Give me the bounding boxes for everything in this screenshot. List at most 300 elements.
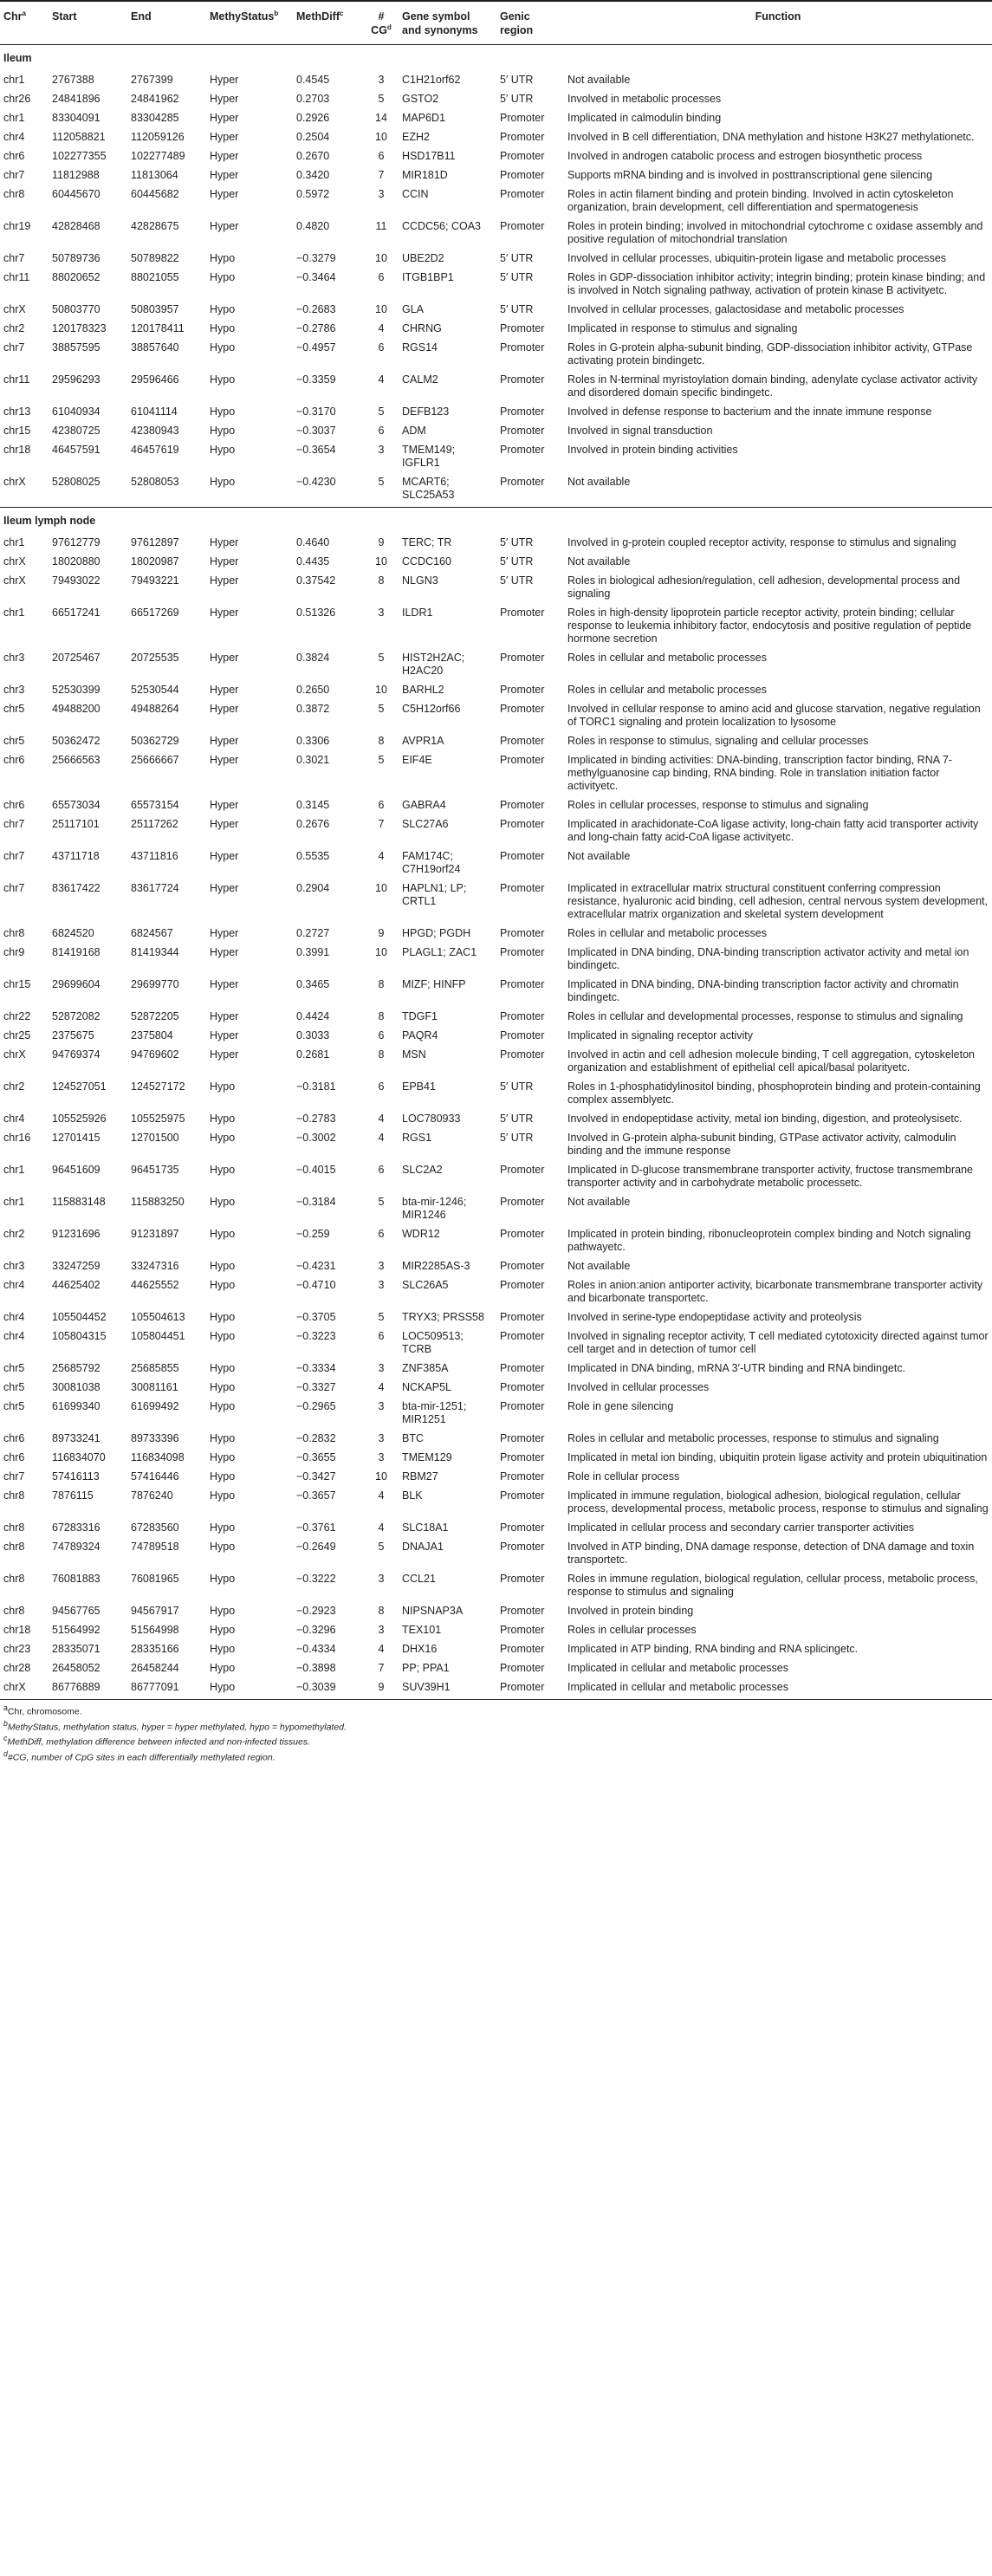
cell-region: Promoter: [500, 169, 545, 181]
cell-methdiff: −0.2832: [296, 1432, 336, 1444]
cell-chr: chr4: [3, 1279, 25, 1291]
cell-region: 5′ UTR: [500, 93, 534, 105]
cell-function: Implicated in D-glucose transmembrane transporter activity, fructose transmembrane transporter activity and in carbohydrate metabolic processetc.: [567, 1164, 974, 1189]
cell-chr: chr6: [3, 754, 25, 766]
section-row: [0, 45, 992, 74]
cell-status: Hyper: [210, 684, 239, 696]
cell-methdiff: 0.5535: [296, 850, 330, 862]
cell-end: 50803957: [131, 303, 179, 315]
table-row: [0, 1028, 992, 1048]
cell-function: Roles in cellular and metabolic processes, response to stimulus and signaling: [567, 1432, 939, 1444]
cell-gene: CALM2: [402, 373, 438, 386]
cell-chr: chr25: [3, 1029, 31, 1041]
cell-start: 83304091: [52, 112, 100, 124]
cell-start: 83617422: [52, 882, 100, 894]
cell-chr: chr26: [3, 93, 31, 105]
cell-function: Roles in response to stimulus, signaling and cellular processes: [567, 735, 869, 747]
cell-status: Hypo: [210, 1330, 236, 1342]
cell-gene: GSTO2: [402, 93, 439, 105]
cell-function: Involved in protein binding activities: [567, 444, 738, 456]
cell-methdiff: −0.3037: [296, 425, 336, 437]
cell-methdiff: −0.4334: [296, 1643, 336, 1655]
cell-end: 115883250: [131, 1196, 185, 1208]
cell-cg: 5: [378, 754, 385, 766]
cell-gene: PP; PPA1: [402, 1662, 450, 1674]
cell-end: 11813064: [131, 169, 178, 181]
cell-function: Involved in ATP binding, DNA damage response, detection of DNA damage and toxin transportetc.: [567, 1541, 975, 1566]
cell-function: Roles in G-protein alpha-subunit binding, GDP-dissociation inhibitor activity, GTPase activating protein bindingetc.: [567, 341, 973, 367]
cell-gene: CCL21: [402, 1573, 436, 1585]
cell-cg: 3: [378, 1573, 385, 1585]
cell-status: Hypo: [210, 406, 236, 418]
cell-chr: chrX: [3, 1048, 26, 1061]
cell-start: 42380725: [52, 425, 100, 437]
cell-end: 38857640: [131, 341, 179, 354]
cell-start: 50803770: [52, 303, 100, 315]
cell-end: 105504613: [131, 1311, 185, 1323]
cell-cg: 8: [378, 1605, 385, 1617]
cell-methdiff: 0.2703: [296, 93, 330, 105]
cell-status: Hypo: [210, 1362, 236, 1374]
cell-function: Involved in g-protein coupled receptor activity, response to stimulus and signaling: [567, 536, 956, 548]
cell-gene: AVPR1A: [402, 735, 444, 747]
cell-status: Hyper: [210, 536, 239, 548]
cell-start: 86776889: [52, 1681, 100, 1693]
cell-cg: 7: [378, 1662, 385, 1674]
cell-status: Hyper: [210, 799, 239, 811]
cell-status: Hypo: [210, 1279, 236, 1291]
table-row: [0, 535, 992, 555]
cell-chr: chr7: [3, 850, 25, 862]
cell-region: 5′ UTR: [500, 574, 534, 587]
cell-methdiff: 0.37542: [296, 574, 336, 587]
cell-function: Implicated in cellular and metabolic processes: [567, 1681, 788, 1693]
cell-function: Role in gene silencing: [567, 1400, 674, 1412]
cell-start: 29596293: [52, 373, 100, 386]
cell-cg: 3: [378, 607, 385, 619]
cell-status: Hyper: [210, 574, 239, 587]
cell-methdiff: 0.4820: [296, 220, 330, 232]
cell-status: Hypo: [210, 1164, 236, 1176]
table-row: [0, 405, 992, 424]
cell-status: Hypo: [210, 1541, 236, 1553]
cell-chr: chr3: [3, 652, 25, 664]
table-row: [0, 817, 992, 849]
cell-end: 97612897: [131, 536, 179, 548]
cell-methdiff: −0.3296: [296, 1624, 336, 1636]
table-row: [0, 424, 992, 443]
cell-status: Hypo: [210, 1605, 236, 1617]
table-row: [0, 341, 992, 373]
cell-region: Promoter: [500, 703, 545, 715]
cell-status: Hyper: [210, 555, 239, 568]
cell-chr: chr6: [3, 1451, 25, 1463]
cell-gene: ILDR1: [402, 607, 433, 619]
cell-chr: chr5: [3, 1400, 25, 1412]
cell-start: 61699340: [52, 1400, 100, 1412]
cell-function: Roles in cellular and metabolic processes: [567, 927, 767, 939]
cell-end: 29699770: [131, 978, 179, 990]
cell-function: Involved in actin and cell adhesion molecule binding, T cell aggregation, cytoskeleton organization and establishment of epithelial cell apical/basal polarityetc.: [567, 1048, 975, 1074]
table-row: [0, 651, 992, 683]
cell-cg: 10: [375, 1470, 387, 1483]
cell-gene: GLA: [402, 303, 425, 315]
cell-methdiff: −0.2783: [296, 1113, 336, 1125]
cell-gene: EPB41: [402, 1080, 436, 1093]
cell-function: Roles in cellular and developmental processes, response to stimulus and signaling: [567, 1010, 963, 1022]
cell-start: 44625402: [52, 1279, 100, 1291]
cell-start: 43711718: [52, 850, 100, 862]
cell-gene: SLC18A1: [402, 1522, 449, 1534]
cell-status: Hypo: [210, 1451, 236, 1463]
cell-chr: chr16: [3, 1132, 31, 1144]
cell-cg: 5: [378, 1196, 385, 1208]
cell-function: Not available: [567, 476, 631, 488]
cell-methdiff: 0.3033: [296, 1029, 330, 1041]
cell-start: 24841896: [52, 93, 100, 105]
cell-chr: chr8: [3, 1489, 25, 1502]
cell-status: Hyper: [210, 93, 239, 105]
table-row: [0, 1572, 992, 1604]
cell-gene: SLC26A5: [402, 1279, 449, 1291]
cell-end: 57416446: [131, 1470, 179, 1483]
cell-chr: chr1: [3, 536, 25, 548]
cell-cg: 3: [378, 1260, 385, 1272]
table-row: [0, 73, 992, 92]
header-row: [0, 1, 992, 45]
cell-region: Promoter: [500, 1470, 545, 1483]
cell-cg: 3: [378, 1624, 385, 1636]
table-row: [0, 606, 992, 651]
cell-status: Hyper: [210, 169, 239, 181]
cell-function: Involved in serine-type endopeptidase activity and proteolysis: [567, 1311, 862, 1323]
table-row: [0, 1195, 992, 1227]
table-row: [0, 1329, 992, 1361]
cell-gene: ZNF385A: [402, 1362, 449, 1374]
cell-status: Hypo: [210, 322, 236, 334]
cell-methdiff: 0.4545: [296, 74, 330, 86]
cell-region: Promoter: [500, 1279, 545, 1291]
cell-start: 66517241: [52, 607, 100, 619]
cell-cg: 8: [378, 978, 385, 990]
cell-function: Implicated in metal ion binding, ubiquitin protein ligase activity and protein ubiquitination: [567, 1451, 988, 1463]
cell-cg: 3: [378, 74, 385, 86]
table-row: [0, 1310, 992, 1329]
cell-function: Roles in cellular processes, response to stimulus and signaling: [567, 799, 869, 811]
cell-start: 28335071: [52, 1643, 100, 1655]
cell-cg: 3: [378, 1432, 385, 1444]
cell-chr: chr15: [3, 425, 31, 437]
cell-cg: 3: [378, 1279, 385, 1291]
col-header-status: MethyStatus$^b$: [206, 1, 293, 45]
cell-chr: chr11: [3, 271, 30, 283]
cell-gene: EIF4E: [402, 754, 432, 766]
cell-methdiff: −0.2786: [296, 322, 336, 334]
cell-methdiff: 0.3420: [296, 169, 330, 181]
cell-function: Implicated in cellular and metabolic processes: [567, 1662, 788, 1674]
cell-region: Promoter: [500, 684, 545, 696]
cell-status: Hypo: [210, 373, 236, 386]
cell-chr: chr23: [3, 1643, 31, 1655]
cell-methdiff: 0.2904: [296, 882, 330, 894]
cell-methdiff: 0.4424: [296, 1010, 330, 1022]
cell-status: Hyper: [210, 1048, 239, 1061]
cell-methdiff: −0.3039: [296, 1681, 336, 1693]
footnote: $^c$MethDiff, methylation difference between infected and non-infected tissues.: [3, 1734, 310, 1748]
cell-region: Promoter: [500, 112, 545, 124]
cell-chr: chr4: [3, 131, 25, 143]
cell-chr: chr5: [3, 735, 25, 747]
cell-status: Hypo: [210, 1196, 236, 1208]
cell-function: Role in cellular process: [567, 1470, 680, 1483]
cell-end: 105525975: [131, 1113, 185, 1125]
cell-gene: RGS1: [402, 1132, 432, 1144]
cell-gene: LOC509513; TCRB: [402, 1330, 464, 1355]
table-row: [0, 1661, 992, 1680]
cell-function: Roles in cellular and metabolic processes: [567, 652, 767, 664]
col-header-end: End: [127, 1, 206, 45]
table-row: [0, 270, 992, 302]
cell-function: Roles in high-density lipoprotein particle receptor activity, protein binding; cellular response to leukemia inhibitory factor, endocytosis and positive regulation of peptide hormone secretion: [567, 607, 972, 645]
cell-start: 115883148: [52, 1196, 106, 1208]
cell-cg: 4: [378, 1643, 385, 1655]
cell-chr: chr7: [3, 341, 25, 354]
cell-end: 65573154: [131, 799, 179, 811]
cell-gene: RGS14: [402, 341, 438, 354]
cell-chr: chrX: [3, 574, 26, 587]
table-row: [0, 753, 992, 798]
cell-methdiff: −0.3654: [296, 444, 336, 456]
cell-end: 105804451: [131, 1330, 185, 1342]
cell-region: Promoter: [500, 850, 545, 862]
cell-region: Promoter: [500, 131, 545, 143]
cell-chr: chr7: [3, 882, 25, 894]
cell-start: 94567765: [52, 1605, 100, 1617]
cell-end: 42380943: [131, 425, 179, 437]
cell-end: 88021055: [131, 271, 179, 283]
cell-status: Hypo: [210, 1624, 236, 1636]
cell-function: Implicated in arachidonate-CoA ligase activity, long-chain fatty acid transporter activity and long-chain fatty acid-CoA ligase activityetc.: [567, 818, 979, 843]
section-title: Ileum lymph node: [0, 508, 992, 536]
cell-status: Hypo: [210, 1381, 236, 1393]
cell-chr: chr8: [3, 1573, 25, 1585]
cell-cg: 5: [378, 1541, 385, 1553]
section-title: Ileum: [3, 52, 32, 64]
cell-cg: 3: [378, 1400, 385, 1412]
cell-methdiff: 0.5972: [296, 188, 330, 200]
cell-start: 60445670: [52, 188, 100, 200]
cell-cg: 4: [378, 850, 385, 862]
cell-status: Hyper: [210, 946, 239, 958]
cell-status: Hypo: [210, 1662, 236, 1674]
cell-function: Implicated in protein binding, ribonucleoprotein complex binding and Notch signaling pathwayetc.: [567, 1228, 971, 1253]
cell-region: Promoter: [500, 1010, 545, 1022]
table-row: [0, 1642, 992, 1661]
cell-end: 83617724: [131, 882, 179, 894]
cell-region: Promoter: [500, 1381, 545, 1393]
cell-end: 25685855: [131, 1362, 179, 1374]
cell-gene: MAP6D1: [402, 112, 446, 124]
cell-region: Promoter: [500, 1522, 545, 1534]
cell-chr: chr6: [3, 799, 25, 811]
cell-chr: chr5: [3, 703, 25, 715]
cell-region: Promoter: [500, 322, 545, 334]
cell-region: Promoter: [500, 1643, 545, 1655]
cell-status: Hyper: [210, 220, 239, 232]
cell-cg: 4: [378, 1489, 385, 1502]
table-row: [0, 92, 992, 111]
cell-chr: chr7: [3, 818, 25, 830]
cell-start: 50362472: [52, 735, 100, 747]
cell-status: Hypo: [210, 252, 236, 264]
table-row: [0, 475, 992, 508]
table-row: [0, 1604, 992, 1623]
cell-status: Hypo: [210, 1080, 236, 1093]
cell-start: 124527051: [52, 1080, 107, 1093]
cell-function: Involved in defense response to bacterium and the innate immune response: [567, 406, 932, 418]
cell-chr: chr9: [3, 946, 25, 958]
cell-region: Promoter: [500, 754, 545, 766]
cell-gene: C5H12orf66: [402, 703, 461, 715]
cell-gene: TERC; TR: [402, 536, 452, 548]
cell-cg: 10: [375, 555, 387, 568]
cell-region: Promoter: [500, 425, 545, 437]
cell-end: 60445682: [131, 188, 179, 200]
table-row: [0, 1431, 992, 1450]
cell-end: 44625552: [131, 1279, 179, 1291]
cell-methdiff: −0.3898: [296, 1662, 336, 1674]
cell-end: 28335166: [131, 1643, 179, 1655]
cell-end: 94567917: [131, 1605, 179, 1617]
cell-gene: MCART6; SLC25A53: [402, 476, 455, 501]
cell-region: Promoter: [500, 1400, 545, 1412]
table-row: [0, 373, 992, 405]
cell-gene: SUV39H1: [402, 1681, 451, 1693]
cell-gene: BLK: [402, 1489, 423, 1502]
cell-cg: 4: [378, 1113, 385, 1125]
cell-gene: DEFB123: [402, 406, 450, 418]
cell-region: Promoter: [500, 373, 545, 386]
cell-chr: chr1: [3, 1196, 25, 1208]
cell-region: Promoter: [500, 882, 545, 894]
cell-methdiff: −0.3002: [296, 1132, 336, 1144]
cell-region: Promoter: [500, 1311, 545, 1323]
cell-region: 5′ UTR: [500, 1113, 534, 1125]
cell-region: 5′ UTR: [500, 536, 534, 548]
table-row: [0, 1048, 992, 1080]
cell-methdiff: −0.3705: [296, 1311, 336, 1323]
cell-cg: 4: [378, 1522, 385, 1534]
cell-chr: chr2: [3, 1228, 25, 1240]
cell-end: 91231897: [131, 1228, 179, 1240]
cell-end: 86777091: [131, 1681, 179, 1693]
table-row: [0, 219, 992, 251]
cell-methdiff: −0.3359: [296, 373, 336, 386]
cell-start: 38857595: [52, 341, 100, 354]
table-row: [0, 443, 992, 475]
cell-status: Hypo: [210, 1573, 236, 1585]
table-row: [0, 574, 992, 606]
cell-chr: chr6: [3, 1432, 25, 1444]
cell-region: Promoter: [500, 1228, 545, 1240]
cell-start: 2767388: [52, 74, 94, 86]
cell-region: Promoter: [500, 1573, 545, 1585]
cell-chr: chrX: [3, 1681, 26, 1693]
cell-gene: TMEM129: [402, 1451, 452, 1463]
cell-function: Involved in B cell differentiation, DNA methylation and histone H3K27 methylationetc.: [567, 131, 975, 143]
cell-function: Not available: [567, 850, 631, 862]
table-row: [0, 945, 992, 977]
cell-methdiff: 0.51326: [296, 607, 336, 619]
cell-status: Hypo: [210, 1228, 236, 1240]
cell-end: 124527172: [131, 1080, 185, 1093]
cell-cg: 6: [378, 1228, 385, 1240]
cell-status: Hyper: [210, 818, 239, 830]
cell-region: Promoter: [500, 341, 545, 354]
cell-cg: 9: [378, 927, 385, 939]
cell-status: Hyper: [210, 754, 239, 766]
cell-chr: chr1: [3, 74, 25, 86]
cell-end: 52872205: [131, 1010, 179, 1022]
cell-chr: chr5: [3, 1362, 25, 1374]
cell-start: 74789324: [52, 1541, 100, 1553]
cell-status: Hyper: [210, 150, 239, 162]
cell-status: Hypo: [210, 1489, 236, 1502]
section-row: [0, 508, 992, 536]
cell-region: Promoter: [500, 150, 545, 162]
cell-methdiff: −0.2923: [296, 1605, 336, 1617]
cell-function: Involved in signal transduction: [567, 425, 713, 437]
cell-function: Involved in signaling receptor activity, T cell mediated cytotoxicity directed against tumor cell target and in detection of tumor cell: [567, 1330, 989, 1355]
cell-function: Involved in metabolic processes: [567, 93, 722, 105]
cell-cg: 9: [378, 1681, 385, 1693]
cell-function: Roles in actin filament binding and protein binding. Involved in actin cytoskeleton organization, brain development, cell differentiation and spermatogenesis: [567, 188, 954, 213]
cell-start: 89733241: [52, 1432, 100, 1444]
cell-cg: 3: [378, 1362, 385, 1374]
cell-end: 43711816: [131, 850, 178, 862]
cell-cg: 5: [378, 476, 385, 488]
cell-end: 81419344: [131, 946, 179, 958]
cell-region: Promoter: [500, 1605, 545, 1617]
cell-region: Promoter: [500, 220, 545, 232]
cell-methdiff: −0.3222: [296, 1573, 336, 1585]
cell-cg: 10: [375, 946, 387, 958]
cell-gene: LOC780933: [402, 1113, 461, 1125]
cell-cg: 5: [378, 1311, 385, 1323]
cell-methdiff: 0.3465: [296, 978, 330, 990]
table-row: [0, 1380, 992, 1399]
cell-start: 61040934: [52, 406, 100, 418]
cell-function: Not available: [567, 1196, 631, 1208]
cell-status: Hyper: [210, 927, 239, 939]
cell-cg: 6: [378, 1164, 385, 1176]
cell-region: 5′ UTR: [500, 271, 534, 283]
cell-status: Hypo: [210, 1260, 236, 1272]
cell-gene: BTC: [402, 1432, 424, 1444]
cell-chr: chr1: [3, 1164, 25, 1176]
cell-methdiff: 0.3991: [296, 946, 330, 958]
cell-gene: UBE2D2: [402, 252, 444, 264]
cell-start: 88020652: [52, 271, 100, 283]
cell-status: Hyper: [210, 188, 239, 200]
cell-methdiff: 0.3306: [296, 735, 330, 747]
cell-end: 49488264: [131, 703, 179, 715]
cell-end: 50789822: [131, 252, 179, 264]
cell-cg: 6: [378, 1330, 385, 1342]
cell-status: Hypo: [210, 303, 236, 315]
cell-methdiff: −0.3464: [296, 271, 336, 283]
table-row: [0, 849, 992, 881]
